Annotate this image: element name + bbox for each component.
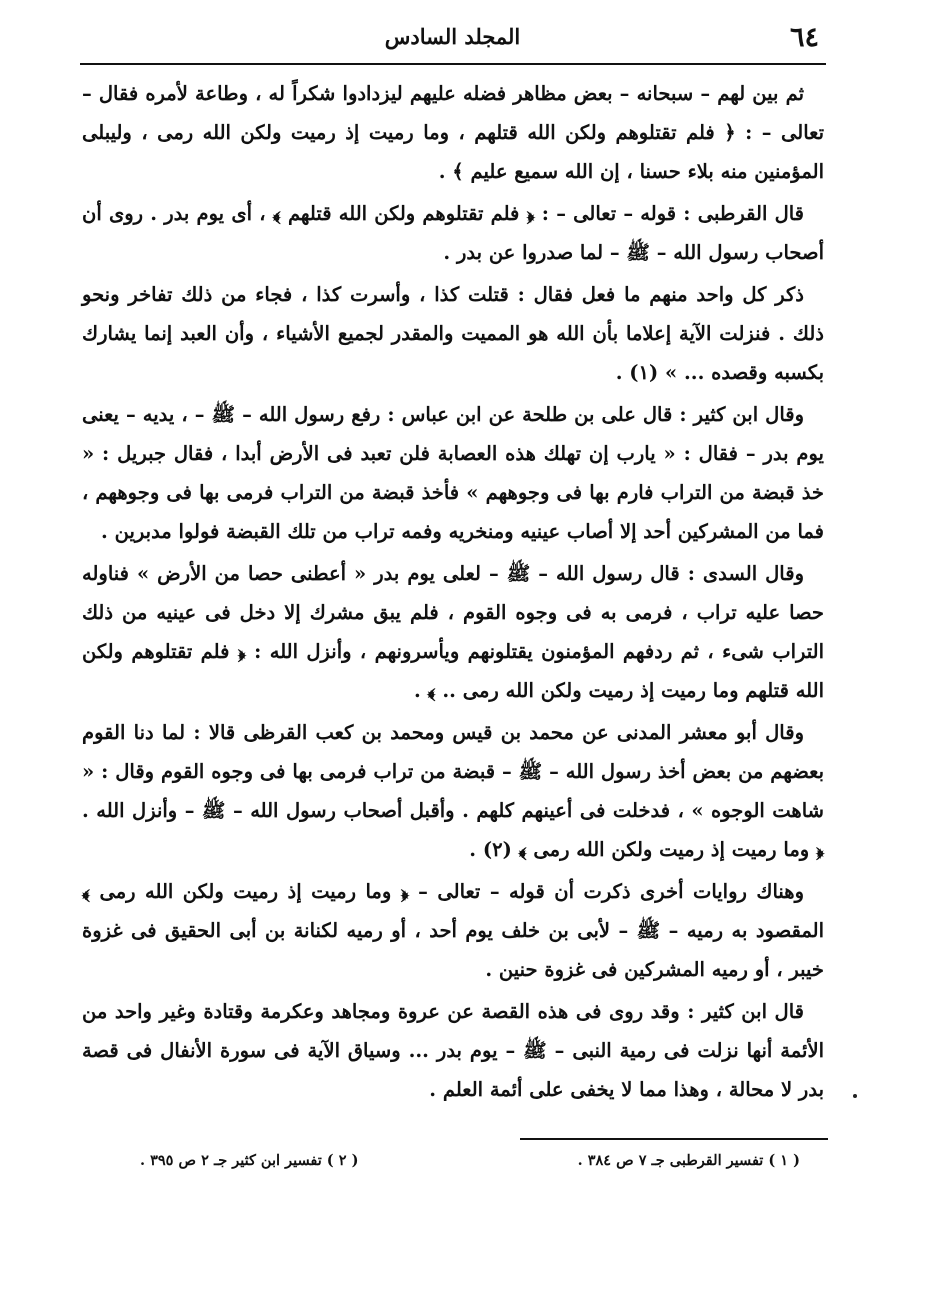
page-number: ٦٤ [789,22,819,53]
page-body [82,74,824,1112]
paragraph: وهناك روايات أخرى ذكرت أن قوله – تعالى – ﴿ وما رميت إذ رميت ولكن الله رمى ﴾ المقصود به رميه – ﷺ – لأبى بن خلف يوم أحد ، أو رميه لكنانة بن أبى الحقيق فى غزوة خيبر ، أو رميه المشركين فى غزوة حنين . [82,880,824,981]
paragraph: ذكر كل واحد منهم ما فعل فقال : قتلت كذا ، وأسرت كذا ، فجاء من ذلك تفاخر ونحو ذلك . فنزلت الآية إعلاما بأن الله هو المميت والمقدر لجميع الأشياء ، وأن العبد إنما يشارك بكسبه وقصده ... » (١) . [82,283,824,384]
paragraph: وقال أبو معشر المدنى عن محمد بن قيس ومحمد بن كعب القرظى قالا : لما دنا القوم بعضهم من بعض أخذ رسول الله – ﷺ – قبضة من تراب فرمى بها فى وجوه القوم وقال : « شاهت الوجوه » ، فدخلت فى أعينهم كلهم . وأقبل أصحاب رسول الله – ﷺ – وأنزل الله . ﴿ وما رميت إذ رميت ولكن الله رمى ﴾ (٢) . [82,721,824,861]
paragraph: وقال ابن كثير : قال على بن طلحة عن ابن عباس : رفع رسول الله – ﷺ – ، يديه – يعنى يوم بدر – فقال : « يارب إن تهلك هذه العصابة فلن تعبد فى الأرض أبدا ، فقال جبريل : « خذ قبضة من التراب فارم بها فى وجوههم » فأخذ قبضة من التراب فرمى بها فى وجوههم ، فما من المشركين أحد إلا أصاب عينيه ومنخريه وفمه تراب من تلك القبضة فولوا مدبرين . [82,403,824,543]
paragraph: قال ابن كثير : وقد روى فى هذه القصة عن عروة ومجاهد وعكرمة وقتادة وغير واحد من الأئمة أنها نزلت فى رمية النبى – ﷺ – يوم بدر ... وسياق الآية فى سورة الأنفال فى قصة بدر لا محالة ، وهذا مما لا يخفى على أئمة العلم . [82,1000,824,1101]
footnote-1: ( ١ ) تفسير القرطبى جـ ٧ ص ٣٨٤ . [577,1152,800,1169]
volume-title: المجلد السادس [384,24,521,49]
paragraph: وقال السدى : قال رسول الله – ﷺ – لعلى يوم بدر « أعطنى حصا من الأرض » فناوله حصا عليه تراب ، فرمى به فى وجوه القوم ، فلم يبق مشرك إلا دخل فى عينيه من ذلك التراب شىء ، ثم ردفهم المؤمنون يقتلونهم ويأسرونهم ، وأنزل الله : ﴿ فلم تقتلوهم ولكن الله قتلهم وما رميت إذ رميت ولكن الله رمى .. ﴾ . [82,562,824,702]
header-divider [80,63,826,65]
footnote-divider [520,1138,828,1140]
paragraph: ثم بين لهم – سبحانه – بعض مظاهر فضله عليهم ليزدادوا شكراً له ، وطاعة لأمره فقال – تعالى – : ﴿ فلم تقتلوهم ولكن الله قتلهم ، وما رميت إذ رميت ولكن الله رمى ، وليبلى المؤمنين منه بلاء حسنا ، إن الله سميع عليم ﴾ . [82,82,824,183]
paragraph: قال القرطبى : قوله – تعالى – : ﴿ فلم تقتلوهم ولكن الله قتلهم ﴾ ، أى يوم بدر . روى أن أصحاب رسول الله – ﷺ – لما صدروا عن بدر . [82,202,824,264]
footnote-2: ( ٢ ) تفسير ابن كثير جـ ٢ ص ٣٩٥ . [140,1152,359,1169]
page-header [80,22,825,60]
margin-mark [853,1094,857,1098]
footnotes [140,1152,800,1176]
